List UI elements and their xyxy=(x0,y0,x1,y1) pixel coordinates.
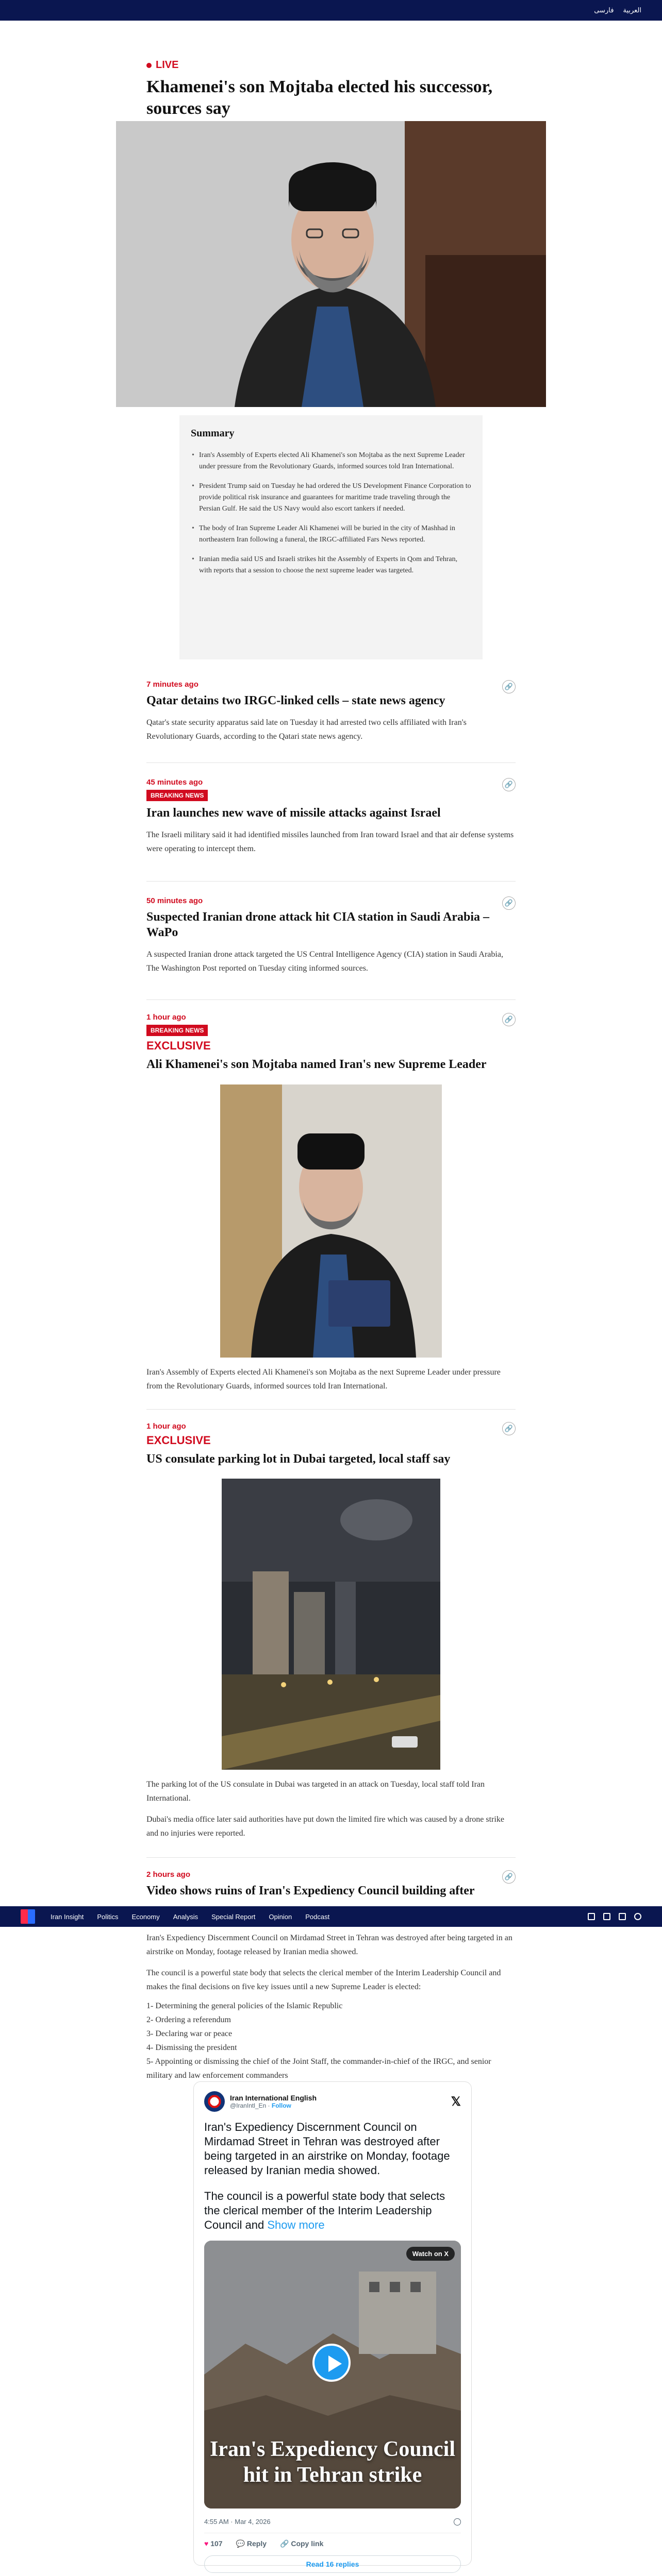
post-time: 45 minutes ago xyxy=(146,778,203,787)
heart-icon: ♥ xyxy=(204,2539,209,2548)
live-post xyxy=(146,896,516,975)
divider xyxy=(146,1857,516,1858)
post-time: 1 hour ago xyxy=(146,1013,186,1022)
live-indicator xyxy=(146,59,178,71)
summary-box xyxy=(179,415,483,659)
summary-item: • Iranian media said US and Israeli strikes hit the Assembly of Experts in Qom and Tehran, with reports that a session to choose the next supreme leader was targeted. xyxy=(191,554,471,577)
exclusive-label: EXCLUSIVE xyxy=(146,1039,211,1052)
divider xyxy=(146,999,516,1000)
play-icon[interactable] xyxy=(312,2344,351,2382)
share-link-icon[interactable]: 🔗 xyxy=(502,1013,516,1026)
summary-item: • Iran's Assembly of Experts elected Ali Khamenei's son Mojtaba as the next Supreme Leader under pressure from the Revolutionary Guards, informed sources told Iran International. xyxy=(191,450,471,472)
divider xyxy=(146,1409,516,1410)
menu-icon[interactable] xyxy=(619,1913,626,1920)
post-title[interactable]: Video shows ruins of Iran's Expediency Council building after xyxy=(146,1884,475,1897)
nav-item-iran-insight[interactable]: Iran Insight xyxy=(51,1912,84,1921)
nav-item-economy[interactable]: Economy xyxy=(131,1912,160,1921)
post-image-dubai-consulate xyxy=(222,1479,440,1770)
mojtaba-portrait-illustration xyxy=(220,1084,442,1358)
post-text: Iran's Expediency Discernment Council on Mirdamad Street in Tehran was destroyed after being targeted in an airstrike on Monday, footage released by Iranian media showed. xyxy=(146,1934,512,1956)
post-text: Dubai's media office later said authorities have put down the limited fire which was caused by a drone strike and no injuries were reported. xyxy=(146,1815,504,1838)
live-post-text xyxy=(146,1365,516,1393)
tweet-meta xyxy=(204,2518,461,2526)
tweet-like-button[interactable] xyxy=(204,2539,223,2548)
reply-icon: 💬 xyxy=(236,2539,245,2548)
link-icon: 🔗 xyxy=(280,2539,289,2548)
post-time: 2 hours ago xyxy=(146,1870,191,1879)
post-title[interactable]: US consulate parking lot in Dubai targeted, local staff say xyxy=(146,1452,451,1466)
tweet-show-more-link[interactable]: Show more xyxy=(267,2218,325,2231)
tweet-reply-button[interactable] xyxy=(236,2539,267,2548)
post-time: 50 minutes ago xyxy=(146,896,203,905)
site-logo[interactable] xyxy=(21,1909,35,1924)
lang-link-arabic[interactable]: العربية xyxy=(623,6,641,14)
post-text: The council is a powerful state body that selects the clerical member of the Interim Leadership Council and makes the final decisions on five key issues until a new Supreme Leader is elected: xyxy=(146,1969,501,1991)
tweet-actions xyxy=(204,2533,461,2548)
nav-item-special-report[interactable]: Special Report xyxy=(211,1912,256,1921)
post-title[interactable]: Suspected Iranian drone attack hit CIA station in Saudi Arabia – WaPo xyxy=(146,910,490,939)
breaking-news-badge: BREAKING NEWS xyxy=(146,1025,208,1036)
post-text: The parking lot of the US consulate in Dubai was targeted in an attack on Tuesday, local staff told Iran International. xyxy=(146,1780,485,1803)
post-text: The Israeli military said it had identified missiles launched from Iran toward Israel and that air defense systems were operating to intercept them. xyxy=(146,831,514,853)
tweet-reply-label: Reply xyxy=(246,2539,267,2548)
share-link-icon[interactable]: 🔗 xyxy=(502,896,516,910)
tweet-text: Iran's Expediency Discernment Council on Mirdamad Street in Tehran was destroyed after being targeted in an airstrike on Monday, footage released by Iranian media showed. xyxy=(204,2121,450,2177)
tweet-handle-row: @IranIntl_En · Follow xyxy=(230,2102,291,2109)
tweet-video[interactable] xyxy=(204,2241,461,2509)
embedded-tweet xyxy=(193,2081,472,2566)
powers-list xyxy=(146,1999,516,2082)
live-post xyxy=(146,1870,516,1899)
tweet-text-continued xyxy=(204,2189,461,2232)
summary-heading: Summary xyxy=(191,428,235,439)
page-title: Khamenei's son Mojtaba elected his successor, sources say xyxy=(146,77,493,118)
live-post xyxy=(146,680,516,743)
nav-item-opinion[interactable]: Opinion xyxy=(269,1912,292,1921)
summary-list xyxy=(191,450,471,577)
divider xyxy=(146,881,516,882)
nav-tools xyxy=(588,1913,641,1920)
site-navbar xyxy=(0,1906,662,1927)
post-title[interactable]: Ali Khamenei's son Mojtaba named Iran's new Supreme Leader xyxy=(146,1058,487,1071)
live-post xyxy=(146,1422,516,1467)
list-item: 1- Determining the general policies of the Islamic Republic xyxy=(146,2002,343,2010)
divider xyxy=(146,762,516,763)
post-text: Iran's Assembly of Experts elected Ali Khamenei's son Mojtaba as the next Supreme Leader under pressure from the Revolutionary Guards, informed sources told Iran International. xyxy=(146,1368,501,1391)
post-title[interactable]: Qatar detains two IRGC-linked cells – state news agency xyxy=(146,694,445,707)
share-link-icon[interactable]: 🔗 xyxy=(502,778,516,791)
post-time: 1 hour ago xyxy=(146,1422,186,1431)
post-text: A suspected Iranian drone attack targeted the US Central Intelligence Agency (CIA) station in Saudi Arabia, The Washington Post reported on Tuesday citing informed sources. xyxy=(146,950,503,973)
tweet-copy-link-label: Copy link xyxy=(291,2539,324,2548)
tweet-avatar[interactable] xyxy=(204,2091,225,2112)
nav-item-politics[interactable]: Politics xyxy=(97,1912,119,1921)
tweet-copy-link-button[interactable] xyxy=(280,2539,323,2548)
tweet-like-count: 107 xyxy=(210,2539,223,2548)
nav-item-podcast[interactable]: Podcast xyxy=(305,1912,330,1921)
tweet-video-caption: Iran's Expediency Council hit in Tehran strike xyxy=(209,2437,456,2487)
list-item: 2- Ordering a referendum xyxy=(146,2015,231,2024)
tweet-header xyxy=(204,2091,461,2112)
list-item: 4- Dismissing the president xyxy=(146,2043,237,2052)
live-post-text xyxy=(146,1931,516,2082)
share-link-icon[interactable]: 🔗 xyxy=(502,1422,516,1435)
list-item: 3- Declaring war or peace xyxy=(146,2029,233,2038)
live-dot-icon xyxy=(146,63,152,68)
live-post-text xyxy=(146,1777,516,1840)
hero-image xyxy=(116,121,546,407)
live-post xyxy=(146,778,516,856)
breaking-news-badge: BREAKING NEWS xyxy=(146,790,208,801)
summary-item: • President Trump said on Tuesday he had ordered the US Development Finance Corporation to provide political risk insurance and guarantees for maritime trade traveling through the Persian Gulf. He said the US Navy would also escort tankers if needed. xyxy=(191,481,471,515)
post-time: 7 minutes ago xyxy=(146,680,198,689)
lang-link-farsi[interactable]: فارسی xyxy=(594,6,614,14)
share-link-icon[interactable]: 🔗 xyxy=(502,680,516,693)
post-text: Qatar's state security apparatus said late on Tuesday it had arrested two cells affiliated with Iran's Revolutionary Guards, according to the Qatari state news agency. xyxy=(146,718,467,741)
summary-item: • The body of Iran Supreme Leader Ali Khamenei will be buried in the city of Mashhad in northeastern Iran following a funeral, the IRGC-affiliated Fars News reported. xyxy=(191,523,471,546)
tweet-read-replies-button[interactable]: Read 16 replies xyxy=(204,2555,461,2573)
language-links xyxy=(594,6,641,14)
top-strip xyxy=(0,0,662,21)
tweet-handle[interactable]: @IranIntl_En xyxy=(230,2102,267,2109)
tweet-timestamp[interactable]: 4:55 AM · Mar 4, 2026 xyxy=(204,2518,271,2526)
hero-portrait-illustration xyxy=(116,121,546,407)
nav-item-analysis[interactable]: Analysis xyxy=(173,1912,198,1921)
tweet-text-second: The council is a powerful state body that selects the clerical member of the Interim Leadership Council and xyxy=(204,2190,445,2231)
exclusive-label: EXCLUSIVE xyxy=(146,1434,211,1447)
tweet-author xyxy=(230,2094,317,2109)
watch-on-x-button[interactable]: Watch on X xyxy=(406,2247,455,2261)
info-icon[interactable] xyxy=(454,2518,461,2526)
x-logo-icon[interactable]: 𝕏 xyxy=(451,2094,461,2109)
dubai-night-illustration xyxy=(222,1479,440,1770)
post-title[interactable]: Iran launches new wave of missile attacks against Israel xyxy=(146,806,441,820)
radio-icon[interactable] xyxy=(603,1913,610,1920)
list-item: 5- Appointing or dismissing the chief of the Joint Staff, the commander-in-chief of the IRGC, and senior military and law enforcement commanders xyxy=(146,2057,491,2080)
live-post xyxy=(146,1013,516,1072)
live-label: LIVE xyxy=(156,59,179,71)
post-image-mojtaba xyxy=(220,1084,442,1358)
tweet-author-name[interactable]: Iran International English xyxy=(230,2094,317,2102)
tweet-follow-button[interactable]: Follow xyxy=(271,2102,291,2109)
search-icon[interactable] xyxy=(634,1913,641,1920)
tv-icon[interactable] xyxy=(588,1913,595,1920)
share-link-icon[interactable]: 🔗 xyxy=(502,1870,516,1884)
